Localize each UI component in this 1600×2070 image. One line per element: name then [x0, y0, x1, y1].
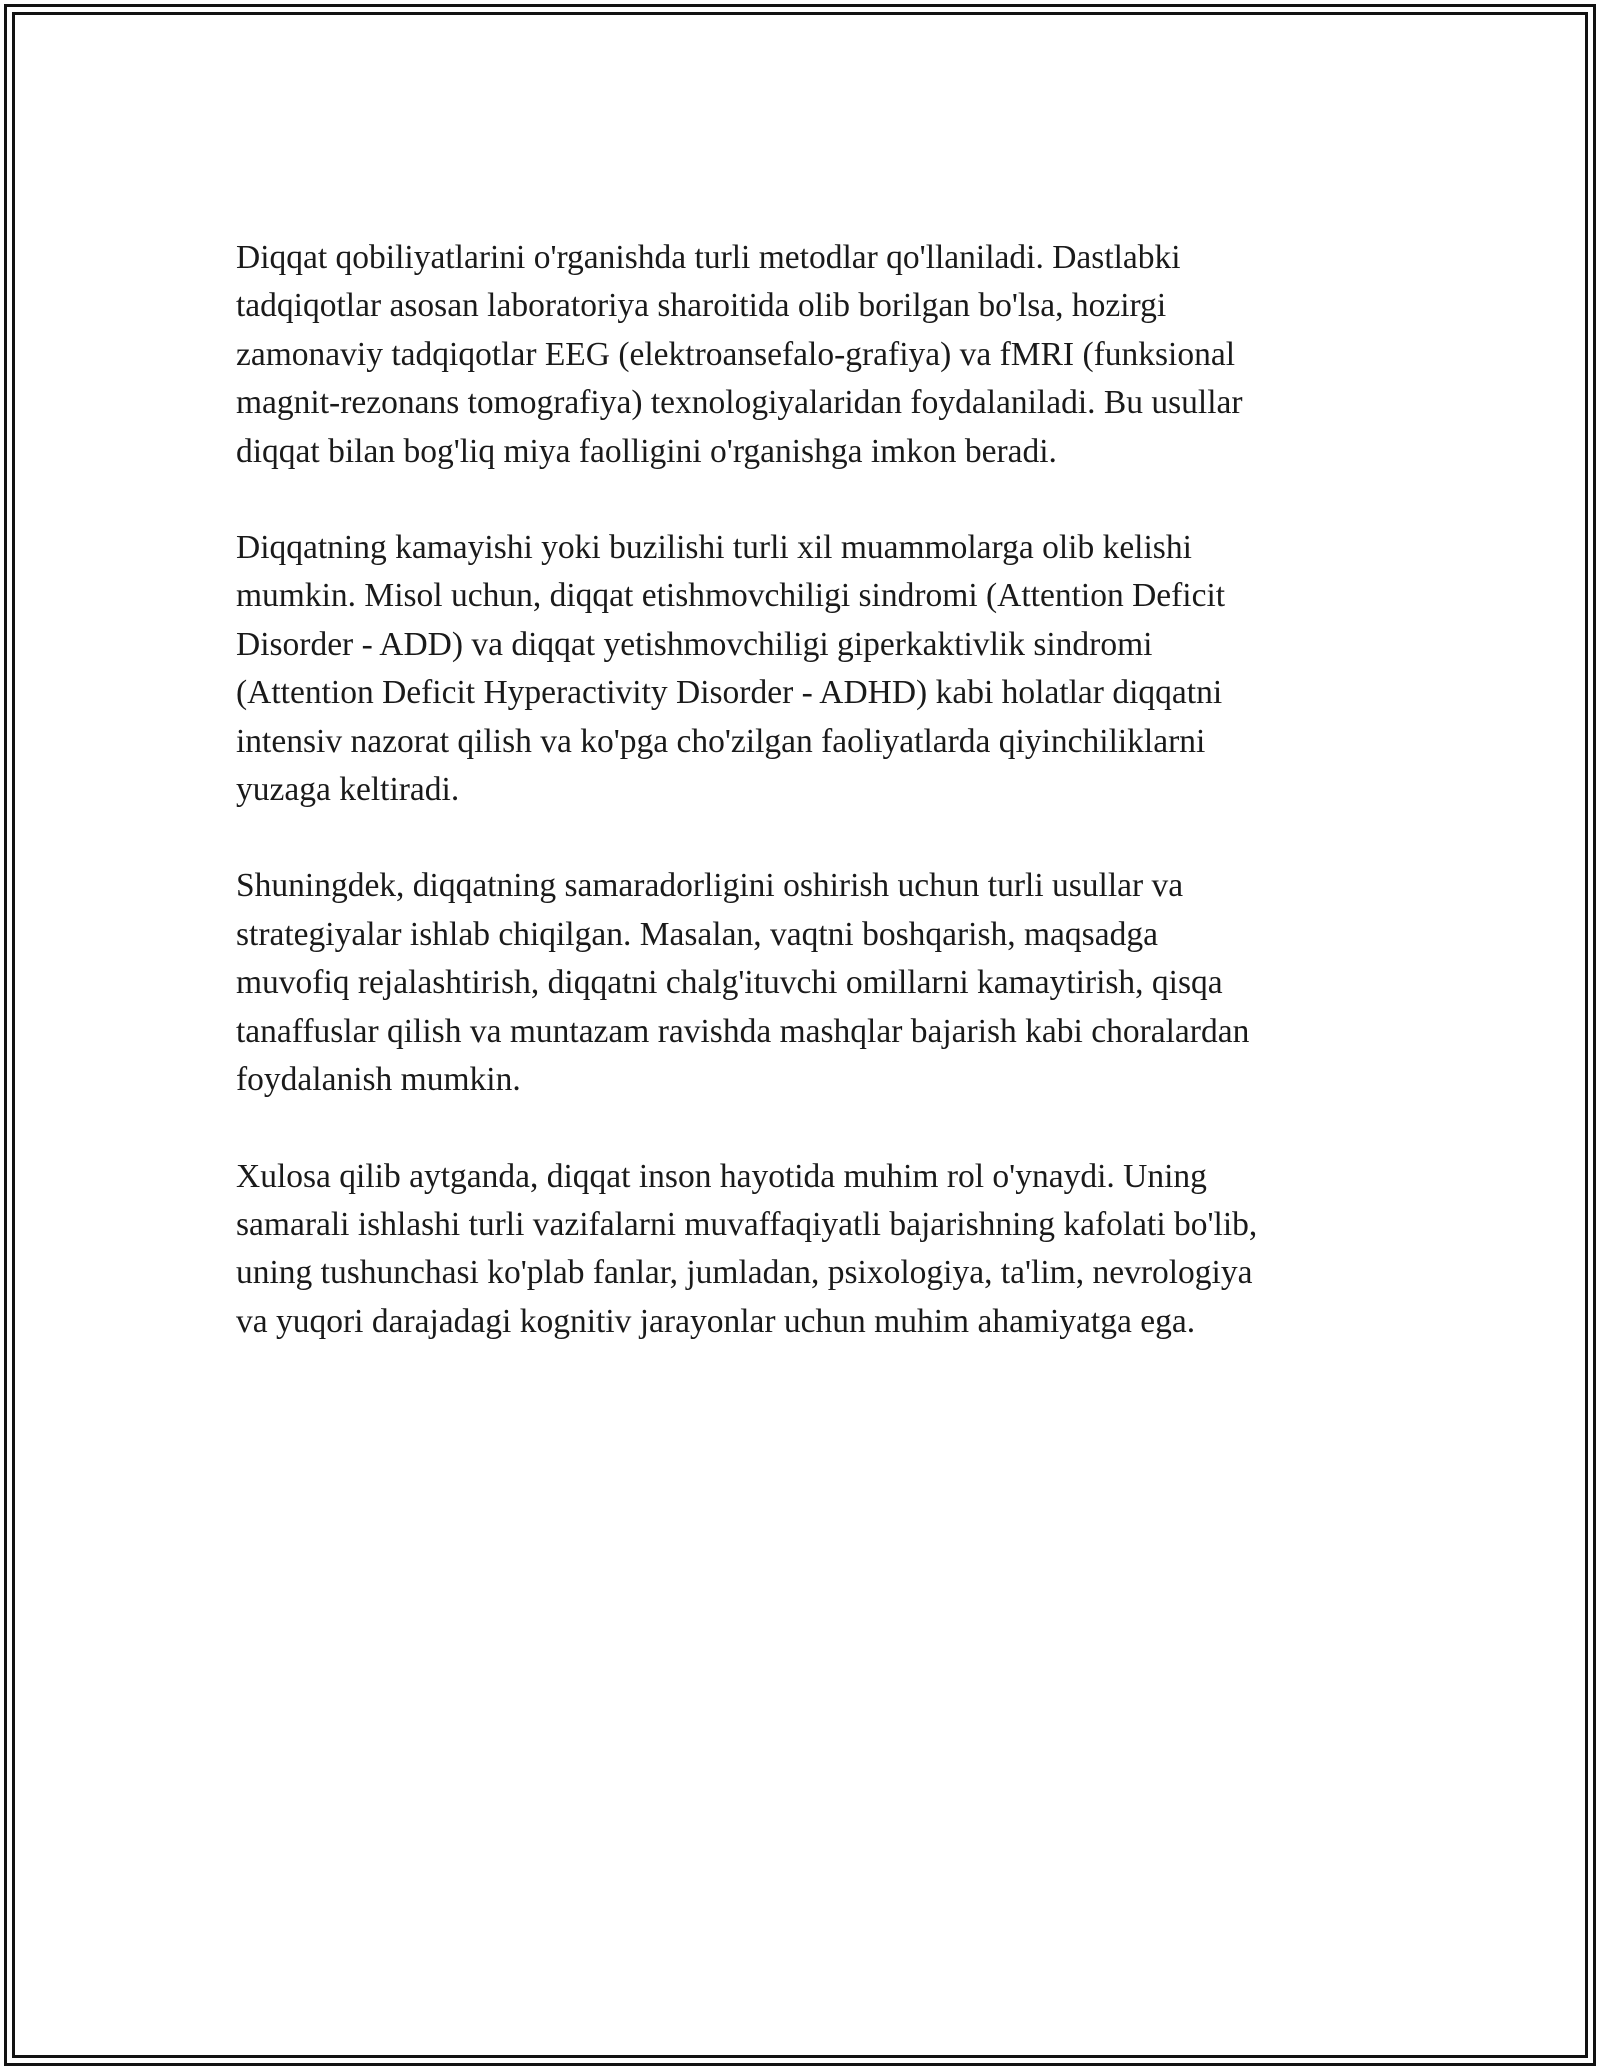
paragraph-3: [236, 862, 1376, 1104]
paragraph-line: tanaffuslar qilish va muntazam ravishda mashqlar bajarish kabi choralardan: [236, 1012, 1250, 1050]
paragraph-line: Diqqatning kamayishi yoki buzilishi turli xil muammolarga olib kelishi: [236, 529, 1192, 567]
paragraph-line: Xulosa qilib aytganda, diqqat inson hayotida muhim rol o'ynaydi. Uning: [236, 1157, 1207, 1195]
paragraph-line: samarali ishlashi turli vazifalarni muvaffaqiyatli bajarishning kafolati bo'lib,: [236, 1205, 1258, 1243]
paragraph-line: mumkin. Misol uchun, diqqat etishmovchiligi sindromi (Attention Deficit: [236, 577, 1226, 615]
paragraph-line: Disorder - ADD) va diqqat yetishmovchiligi giperkaktivlik sindromi: [236, 625, 1153, 663]
paragraph-line: yuzaga keltiradi.: [236, 771, 460, 809]
paragraph-line: magnit-rezonans tomografiya) texnologiyalaridan foydalaniladi. Bu usullar: [236, 384, 1243, 422]
paragraph-line: tadqiqotlar asosan laboratoriya sharoitida olib borilgan bo'lsa, hozirgi: [236, 287, 1167, 325]
paragraph-line: muvofiq rejalashtirish, diqqatni chalg'ituvchi omillarni kamaytirish, qisqa: [236, 964, 1223, 1002]
paragraph-line: uning tushunchasi ko'plab fanlar, jumladan, psixologiya, ta'lim, nevrologiya: [236, 1254, 1253, 1292]
paragraph-line: diqqat bilan bog'liq miya faolligini o'rganishga imkon beradi.: [236, 432, 1057, 470]
paragraph-4: [236, 1153, 1376, 1347]
paragraph-1: [236, 234, 1376, 476]
paragraph-line: Diqqat qobiliyatlarini o'rganishda turli metodlar qo'llaniladi. Dastlabki: [236, 239, 1181, 276]
paragraph-line: foydalanish mumkin.: [236, 1061, 521, 1099]
paragraph-line: zamonaviy tadqiqotlar EEG (elektroansefalo-grafiya) va fMRI (funksional: [236, 335, 1236, 373]
paragraph-line: Shuningdek, diqqatning samaradorligini oshirish uchun turli usullar va: [236, 867, 1184, 905]
paragraph-line: strategiyalar ishlab chiqilgan. Masalan, vaqtni boshqarish, maqsadga: [236, 915, 1158, 953]
paragraph-line: intensiv nazorat qilish va ko'pga cho'zilgan faoliyatlarda qiyinchiliklarni: [236, 722, 1206, 760]
document-body: [236, 234, 1376, 1394]
paragraph-line: va yuqori darajadagi kognitiv jarayonlar uchun muhim ahamiyatga ega.: [236, 1302, 1196, 1340]
paragraph-line: (Attention Deficit Hyperactivity Disorder - ADHD) kabi holatlar diqqatni: [236, 674, 1223, 712]
paragraph-2: [236, 524, 1376, 814]
